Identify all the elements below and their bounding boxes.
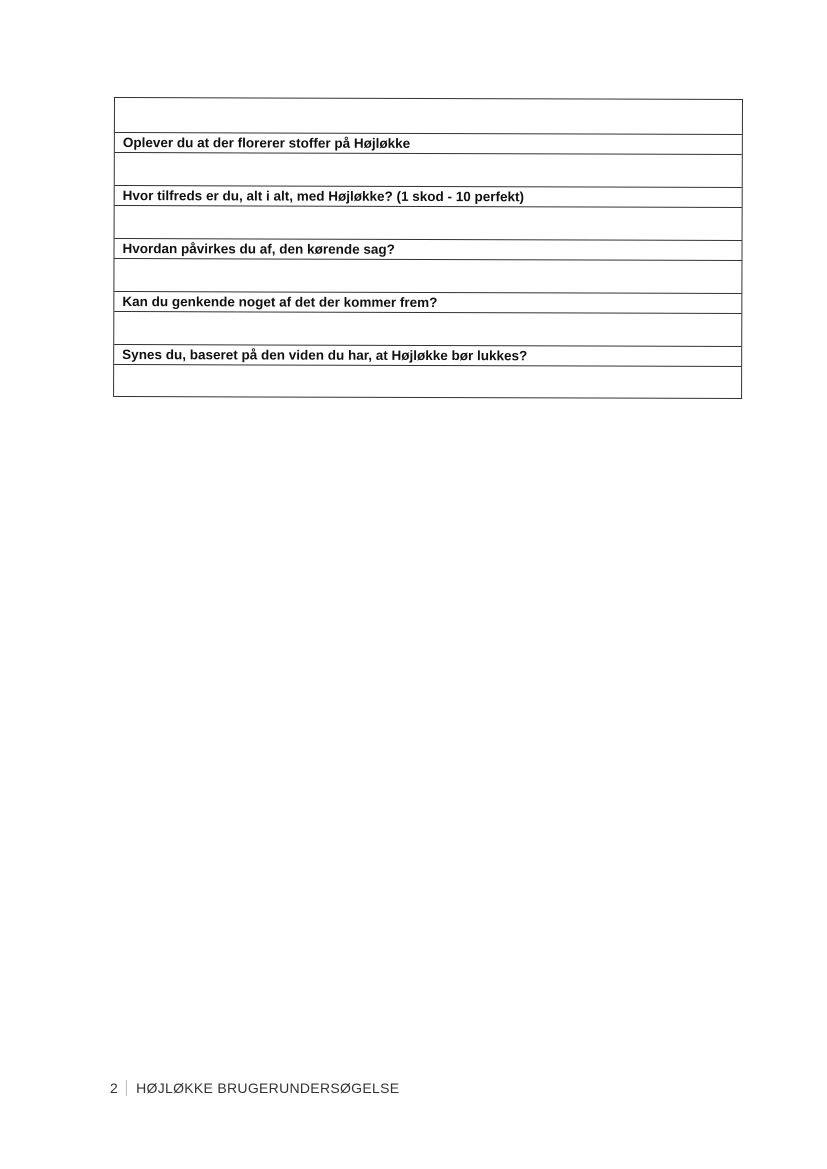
answer-field-drugs[interactable] [115,153,742,188]
answer-field-satisfaction[interactable] [115,206,742,241]
question-recognize: Kan du genkende noget af det der kommer frem? [114,292,741,314]
question-drugs: Oplever du at der florerer stoffer på Højløkke [115,133,742,155]
question-satisfaction: Hvor tilfreds er du, alt i alt, med Højløkke? (1 skod - 10 perfekt) [115,186,742,208]
answer-field-close[interactable] [114,365,741,398]
question-close: Synes du, baseret på den viden du har, at Højløkke bør lukkes? [114,345,741,367]
document-title: HØJLØKKE BRUGERUNDERSØGELSE [136,1080,400,1096]
page-footer [110,1080,399,1096]
footer-divider [126,1080,127,1096]
answer-field-case-impact[interactable] [114,259,741,294]
answer-field-previous[interactable] [115,98,742,135]
question-case-impact: Hvordan påvirkes du af, den kørende sag? [114,239,741,261]
page-number: 2 [110,1080,119,1096]
survey-table [113,97,743,399]
answer-field-recognize[interactable] [114,312,741,347]
